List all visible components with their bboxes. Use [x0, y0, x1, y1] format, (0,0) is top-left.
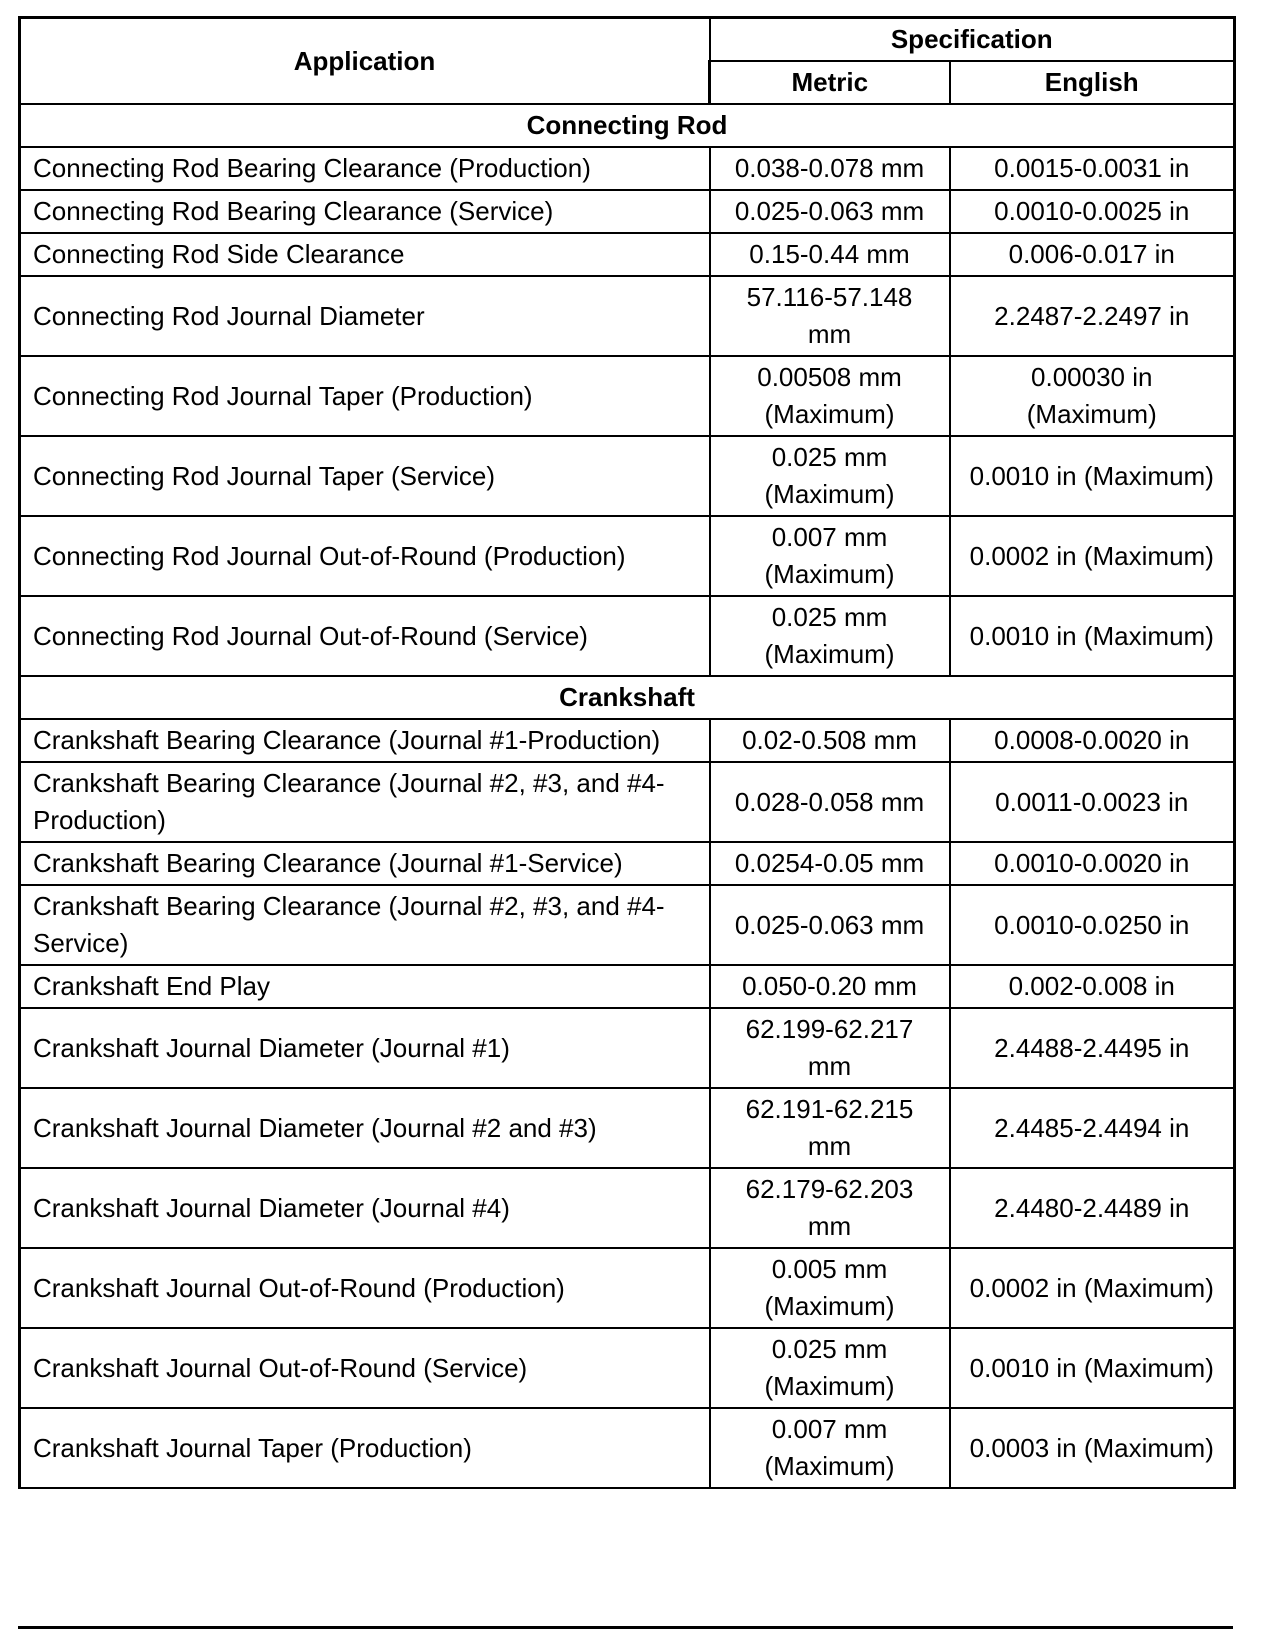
english-cell: 0.0010-0.0025 in — [950, 190, 1235, 233]
english-cell: 0.0010 in (Maximum) — [950, 596, 1235, 676]
english-cell: 0.00030 in (Maximum) — [950, 356, 1235, 436]
application-cell: Connecting Rod Bearing Clearance (Service) — [20, 190, 710, 233]
table-row — [20, 719, 1235, 762]
english-cell: 0.0010 in (Maximum) — [950, 1328, 1235, 1408]
table-row — [20, 1408, 1235, 1488]
english-cell: 0.006-0.017 in — [950, 233, 1235, 276]
english-cell: 2.4488-2.4495 in — [950, 1008, 1235, 1088]
table-row — [20, 965, 1235, 1008]
table-row — [20, 1008, 1235, 1088]
metric-cell: 0.025 mm (Maximum) — [710, 436, 950, 516]
metric-cell: 0.0254-0.05 mm — [710, 842, 950, 885]
english-cell: 0.0008-0.0020 in — [950, 719, 1235, 762]
application-cell: Crankshaft Journal Out-of-Round (Production) — [20, 1248, 710, 1328]
english-cell: 2.2487-2.2497 in — [950, 276, 1235, 356]
table-row — [20, 885, 1235, 965]
table-row — [20, 276, 1235, 356]
english-cell: 0.0003 in (Maximum) — [950, 1408, 1235, 1488]
table-row — [20, 596, 1235, 676]
application-cell: Crankshaft Bearing Clearance (Journal #2, #3, and #4-Production) — [20, 762, 710, 842]
table-row — [20, 233, 1235, 276]
english-cell: 0.002-0.008 in — [950, 965, 1235, 1008]
metric-cell: 0.005 mm (Maximum) — [710, 1248, 950, 1328]
metric-cell: 0.007 mm (Maximum) — [710, 516, 950, 596]
table-body — [20, 104, 1235, 1488]
application-cell: Connecting Rod Bearing Clearance (Production) — [20, 147, 710, 190]
metric-cell: 0.025-0.063 mm — [710, 190, 950, 233]
application-cell: Connecting Rod Journal Taper (Production) — [20, 356, 710, 436]
table-row — [20, 147, 1235, 190]
application-cell: Crankshaft End Play — [20, 965, 710, 1008]
section-header-row — [20, 676, 1235, 719]
metric-cell: 0.025-0.063 mm — [710, 885, 950, 965]
english-cell: 0.0002 in (Maximum) — [950, 1248, 1235, 1328]
metric-cell: 0.15-0.44 mm — [710, 233, 950, 276]
metric-cell: 0.007 mm (Maximum) — [710, 1408, 950, 1488]
english-header: English — [950, 61, 1235, 104]
section-title: Connecting Rod — [20, 104, 1235, 147]
english-cell: 2.4485-2.4494 in — [950, 1088, 1235, 1168]
english-cell: 0.0010-0.0020 in — [950, 842, 1235, 885]
section-title: Crankshaft — [20, 676, 1235, 719]
specification-header: Specification — [710, 18, 1235, 62]
application-cell: Crankshaft Journal Diameter (Journal #4) — [20, 1168, 710, 1248]
metric-cell: 0.050-0.20 mm — [710, 965, 950, 1008]
table-row — [20, 356, 1235, 436]
application-cell: Crankshaft Journal Taper (Production) — [20, 1408, 710, 1488]
table-row — [20, 842, 1235, 885]
english-cell: 0.0011-0.0023 in — [950, 762, 1235, 842]
metric-header: Metric — [710, 61, 950, 104]
table-row — [20, 516, 1235, 596]
section-header-row — [20, 104, 1235, 147]
metric-cell: 0.00508 mm (Maximum) — [710, 356, 950, 436]
english-cell: 0.0010 in (Maximum) — [950, 436, 1235, 516]
table-row — [20, 436, 1235, 516]
table-row — [20, 1248, 1235, 1328]
table-row — [20, 1328, 1235, 1408]
table-row — [20, 1088, 1235, 1168]
application-cell: Connecting Rod Side Clearance — [20, 233, 710, 276]
specification-table — [18, 16, 1236, 1489]
table-row — [20, 762, 1235, 842]
metric-cell: 0.025 mm (Maximum) — [710, 1328, 950, 1408]
metric-cell: 0.02-0.508 mm — [710, 719, 950, 762]
application-cell: Crankshaft Journal Out-of-Round (Service) — [20, 1328, 710, 1408]
application-cell: Connecting Rod Journal Out-of-Round (Production) — [20, 516, 710, 596]
application-header: Application — [20, 18, 710, 105]
application-cell: Connecting Rod Journal Out-of-Round (Service) — [20, 596, 710, 676]
metric-cell: 0.038-0.078 mm — [710, 147, 950, 190]
application-cell: Connecting Rod Journal Taper (Service) — [20, 436, 710, 516]
table-header — [20, 18, 1235, 105]
header-row-top — [20, 18, 1235, 62]
metric-cell: 62.199-62.217 mm — [710, 1008, 950, 1088]
table-row — [20, 190, 1235, 233]
metric-cell: 62.179-62.203 mm — [710, 1168, 950, 1248]
application-cell: Crankshaft Journal Diameter (Journal #1) — [20, 1008, 710, 1088]
english-cell: 0.0010-0.0250 in — [950, 885, 1235, 965]
application-cell: Crankshaft Bearing Clearance (Journal #2, #3, and #4-Service) — [20, 885, 710, 965]
english-cell: 2.4480-2.4489 in — [950, 1168, 1235, 1248]
english-cell: 0.0002 in (Maximum) — [950, 516, 1235, 596]
application-cell: Connecting Rod Journal Diameter — [20, 276, 710, 356]
english-cell: 0.0015-0.0031 in — [950, 147, 1235, 190]
bottom-rule — [18, 1626, 1233, 1629]
application-cell: Crankshaft Journal Diameter (Journal #2 and #3) — [20, 1088, 710, 1168]
metric-cell: 0.028-0.058 mm — [710, 762, 950, 842]
metric-cell: 0.025 mm (Maximum) — [710, 596, 950, 676]
metric-cell: 62.191-62.215 mm — [710, 1088, 950, 1168]
application-cell: Crankshaft Bearing Clearance (Journal #1-Service) — [20, 842, 710, 885]
application-cell: Crankshaft Bearing Clearance (Journal #1-Production) — [20, 719, 710, 762]
table-row — [20, 1168, 1235, 1248]
metric-cell: 57.116-57.148 mm — [710, 276, 950, 356]
